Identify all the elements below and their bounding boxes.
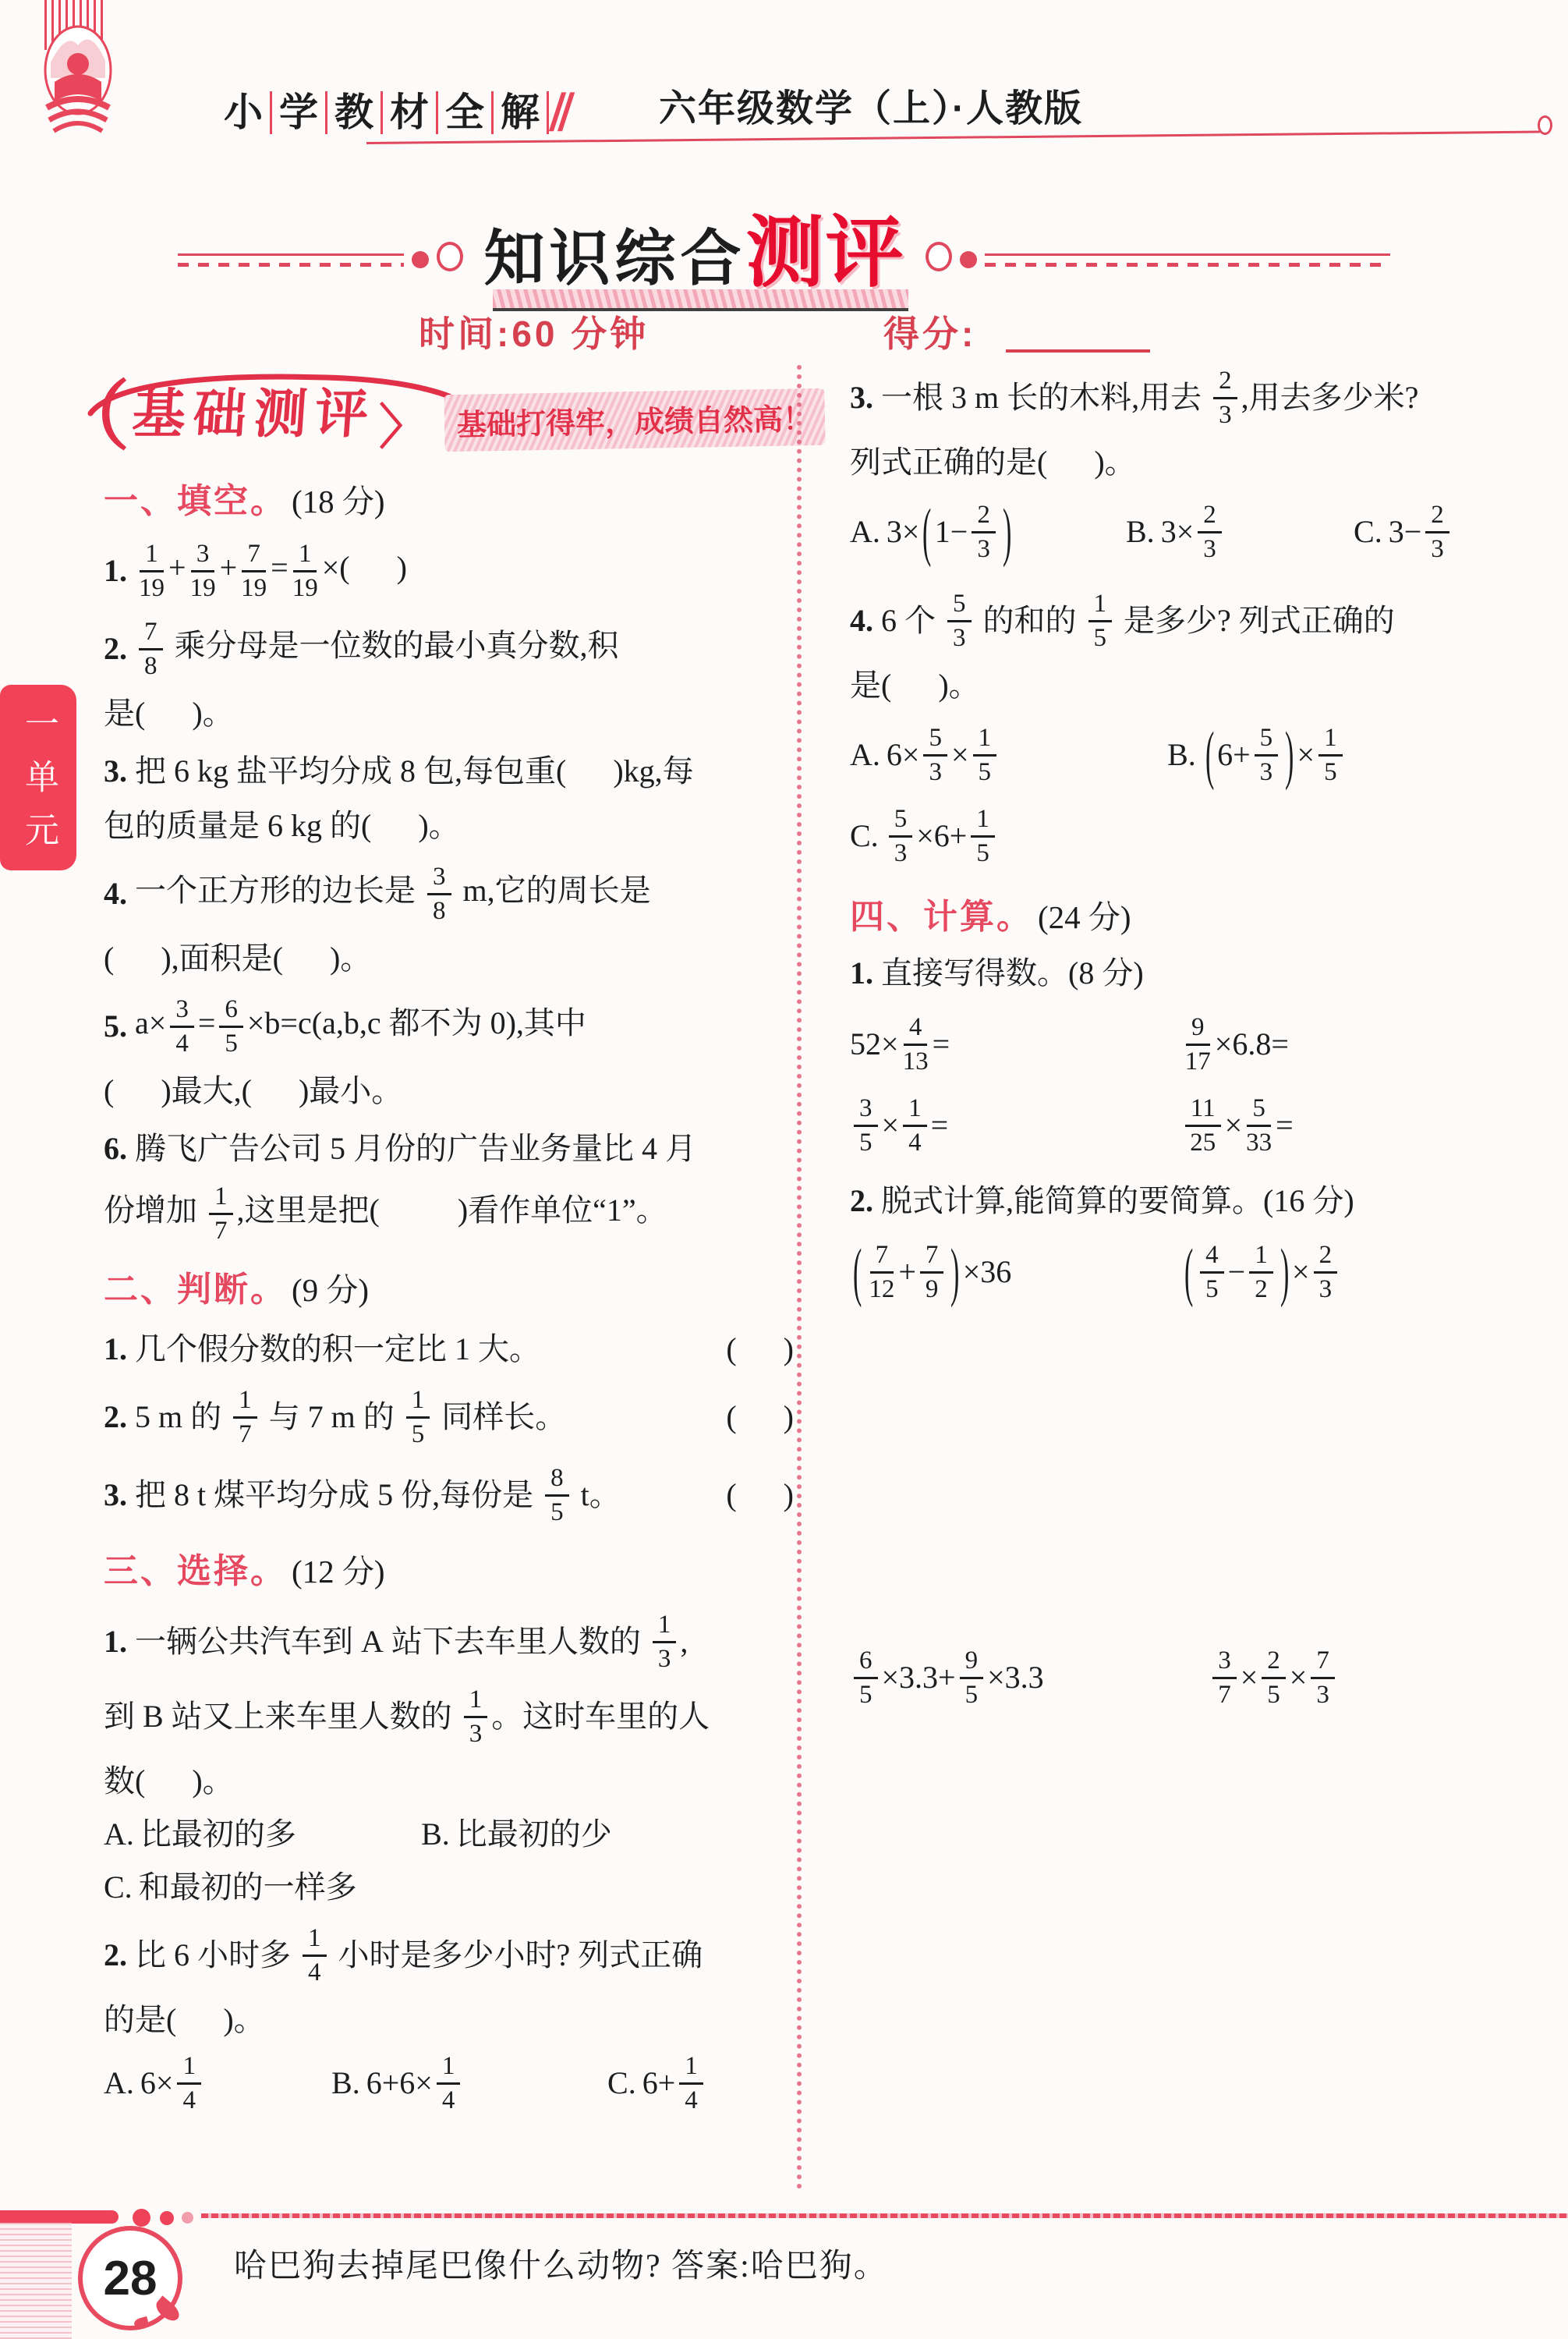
option-label: B. (1126, 513, 1155, 549)
badge-title: 基础测评 (130, 385, 378, 444)
section-title: 一、填空。 (104, 482, 287, 520)
basic-test-badge (55, 375, 825, 459)
test-title-red: 测评 (745, 209, 905, 296)
answer-blank: ( ) (726, 1477, 794, 1513)
option-label: A. (104, 2064, 134, 2100)
problem-line (104, 618, 794, 680)
answer-blank: ( ) (726, 1399, 794, 1435)
option-label: B. (421, 1816, 450, 1852)
problem-text: $\frac{7}{8}$ 乘分母是一位数的最小真分数,积 (135, 618, 619, 680)
option-text: 6+ $\frac{1}{4}$ (642, 2052, 707, 2114)
problem-text: ( )最大,( )最小。 (104, 1073, 403, 1109)
problem-number: 5. (104, 1008, 127, 1044)
left-column (104, 456, 794, 2114)
option-text: 3− $\frac{2}{3}$ (1389, 501, 1453, 563)
choice-options-row (104, 1866, 794, 1908)
test-title-banner (0, 190, 1568, 302)
problem-number: 4. (850, 602, 873, 638)
problem-text: 的是( )。 (104, 2001, 265, 2037)
problem-number: 6. (104, 1131, 127, 1167)
option-label: C. (104, 1869, 133, 1905)
subsection-title: 脱式计算,能简算的要简算。(16 分) (881, 1182, 1354, 1218)
calc-expression: $\frac{6}{5}$ ×3.3+ $\frac{9}{5}$ ×3.3 (850, 1646, 1209, 1709)
page-number: 28 (103, 2251, 158, 2305)
problem-line (104, 1924, 794, 1986)
badge-open-paren: （ (55, 375, 129, 459)
option-label: C. (850, 817, 879, 853)
score-blank-line (1006, 349, 1150, 353)
footer-dot (182, 2212, 193, 2224)
banner-right-ring (926, 242, 952, 271)
section-choice-header (104, 1548, 794, 1594)
problem-line (104, 1070, 794, 1112)
brand-title (217, 87, 581, 137)
choice-options-row (104, 2052, 794, 2114)
problem-line (104, 937, 794, 980)
problem-text: 份增加 $\frac{1}{7}$ ,这里是把( )看作单位“1”。 (104, 1182, 667, 1246)
problem-number: 3. (104, 1477, 127, 1513)
problem-text: 一根 3 m 长的木料,用去 $\frac{2}{3}$ ,用去多少米? (881, 367, 1419, 429)
badge-close-mark: 〉 (379, 402, 428, 455)
option-text: 3× $\frac{2}{3}$ (1161, 501, 1226, 563)
section-points: (24 分) (1038, 898, 1131, 935)
option-a (104, 2052, 331, 2114)
problem-line (104, 1999, 794, 2041)
section-points: (18 分) (292, 484, 385, 519)
subsection-title: 直接写得数。(8 分) (881, 955, 1144, 991)
problem-number: 4. (104, 876, 127, 912)
brand-char: 解 (494, 91, 549, 134)
problem-line (850, 441, 1540, 484)
banner-left-dot (412, 251, 429, 268)
calc-expression: $\frac{3}{7}$ × $\frac{2}{5}$ × $\frac{7}{3}$ (1209, 1646, 1540, 1709)
problem-number: 2. (104, 1399, 127, 1435)
choice-options-row (850, 805, 1540, 867)
option-text: 6× $\frac{5}{3}$ × $\frac{1}{5}$ (887, 724, 1000, 786)
problem-line (104, 1760, 794, 1802)
problem-line (850, 590, 1540, 652)
banner-right-lines (985, 253, 1390, 267)
brand-char: 全 (438, 91, 494, 134)
option-text: 6× $\frac{1}{4}$ (140, 2052, 205, 2114)
option-b (1167, 717, 1346, 791)
banner-left-ring (437, 242, 463, 271)
problem-number: 1. (104, 553, 127, 589)
problem-text: 几个假分数的积一定比 1 大。 (135, 1331, 540, 1367)
option-c (850, 805, 999, 867)
option-b (421, 1813, 612, 1855)
subsection-header (850, 952, 1540, 994)
problem-line (850, 367, 1540, 429)
problem-line (104, 540, 794, 602)
choice-options-row (104, 1813, 794, 1855)
option-c (607, 2052, 707, 2114)
calc-row (850, 1094, 1540, 1157)
problem-text: 6 个 $\frac{5}{3}$ 的和的 $\frac{1}{5}$ 是多少? 列式正确的 (881, 589, 1395, 652)
option-c (1354, 501, 1453, 563)
problem-line (104, 750, 794, 792)
test-title (469, 190, 919, 302)
problem-number: 3. (104, 753, 127, 789)
option-text: 比最初的少 (455, 1816, 612, 1852)
option-label: C. (1354, 513, 1382, 549)
calc-expression: ( $\frac{4}{5}$ − $\frac{1}{2}$ ) × $\frac{2}{3}$ (1181, 1241, 1513, 1303)
problem-number: 1. (104, 1623, 127, 1659)
option-c (104, 1866, 357, 1908)
option-label: A. (850, 513, 880, 549)
brand-char: 材 (383, 91, 438, 134)
calc-row (850, 1646, 1540, 1709)
calc-expression: $\frac{3}{5}$ × $\frac{1}{4}$ = (850, 1094, 1181, 1157)
brand-char: 小 (217, 91, 272, 134)
problem-line (104, 693, 794, 735)
problem-text: 是( )。 (104, 696, 234, 732)
problem-text: 列式正确的是( )。 (850, 444, 1136, 480)
problem-line (104, 1182, 794, 1245)
section-calc-header (850, 894, 1540, 940)
section-title: 二、判断。 (104, 1271, 287, 1309)
option-b (1126, 501, 1354, 563)
option-a (850, 494, 1126, 569)
calc-expression: 52× $\frac{4}{13}$ = (850, 1013, 950, 1076)
problem-text: 把 8 t 煤平均分成 5 份,每份是 $\frac{8}{5}$ t。 (135, 1464, 621, 1527)
problem-number: 1. (850, 955, 873, 991)
problem-text: 数( )。 (104, 1763, 234, 1799)
problem-line (104, 1611, 794, 1673)
badge-slogan: 基础打得牢，成绩自然高！ (444, 388, 825, 452)
problem-text: ( ),面积是( )。 (104, 941, 372, 976)
problem-number: 2. (104, 1937, 127, 1972)
judge-item (104, 1328, 794, 1370)
problem-line (850, 664, 1540, 707)
section-fill-blanks-header (104, 478, 794, 524)
problem-number: 2. (104, 631, 127, 667)
choice-options-row (850, 494, 1540, 569)
problem-line (104, 995, 794, 1058)
answer-blank: ( ) (726, 1331, 794, 1367)
problem-number: 1. (104, 1331, 127, 1367)
problem-number: 2. (850, 1182, 873, 1218)
subsection-header (850, 1180, 1540, 1222)
header-rule-end-ring (1538, 115, 1552, 135)
option-text: 比最初的多 (140, 1816, 296, 1852)
judge-item (104, 1464, 794, 1526)
banner-right-dot (960, 251, 977, 268)
brand-slash-decoration: ∥ (542, 90, 581, 136)
problem-line (104, 805, 794, 847)
footer-left-bar (0, 2210, 119, 2224)
option-text: 3× ( 1− $\frac{2}{3}$ ) (886, 494, 1012, 569)
footer-dot (160, 2211, 174, 2225)
option-label: B. (331, 2064, 360, 2100)
problem-text: 5 m 的 $\frac{1}{7}$ 与 7 m 的 $\frac{1}{5}$ 同样长。 (135, 1386, 567, 1449)
problem-text: 一辆公共汽车到 A 站下去车里人数的 $\frac{1}{3}$ , (135, 1610, 688, 1673)
problem-text: 包的质量是 6 kg 的( )。 (104, 808, 460, 844)
problem-text: a× $\frac{3}{4}$ = $\frac{6}{5}$ ×b=c(a,b,c 都不为 0),其中 (135, 995, 586, 1058)
brand-char: 教 (327, 91, 383, 134)
problem-line (104, 1685, 794, 1748)
publisher-book-logo-icon (35, 16, 121, 140)
option-a (850, 724, 1167, 786)
section-title: 三、选择。 (104, 1552, 287, 1591)
calc-row (850, 1013, 1540, 1076)
problem-text: $\frac{1}{19}$ + $\frac{3}{19}$ + $\frac{7}{19}$ = $\frac{1}{19}$ ×( ) (139, 540, 407, 603)
problem-text: 一个正方形的边长是 $\frac{3}{8}$ m,它的周长是 (135, 863, 651, 926)
calc-expression: $\frac{11}{25}$ × $\frac{5}{33}$ = (1181, 1094, 1513, 1157)
option-text: 和最初的一样多 (138, 1869, 357, 1905)
test-meta-row (0, 306, 1568, 353)
footer-rule (201, 2213, 1568, 2218)
section-points: (12 分) (292, 1554, 385, 1590)
brand-char: 学 (272, 91, 327, 134)
option-b (331, 2052, 607, 2114)
right-column (850, 367, 1540, 1709)
problem-line (104, 863, 794, 925)
problem-text: 到 B 站又上来车里人数的 $\frac{1}{3}$ 。这时车里的人 (104, 1685, 710, 1748)
time-limit-label: 时间:60 分钟 (419, 314, 649, 354)
section-points: (9 分) (292, 1272, 370, 1309)
option-label: A. (104, 1816, 134, 1852)
option-text: 6+6× $\frac{1}{4}$ (366, 2052, 465, 2114)
calc-expression: $\frac{9}{17}$ ×6.8= (1184, 1013, 1289, 1076)
problem-text: 把 6 kg 盐平均分成 8 包,每包重( )kg,每 (135, 753, 694, 789)
problem-number: 3. (850, 379, 873, 415)
test-title-black: 知识综合 (483, 224, 746, 292)
section-judge-header (104, 1267, 794, 1313)
banner-left-lines (178, 253, 404, 267)
footer-dot (133, 2209, 150, 2227)
option-label: B. (1167, 736, 1196, 772)
problem-text: 是( )。 (850, 667, 980, 703)
problem-text: 比 6 小时多 $\frac{1}{4}$ 小时是多少小时? 列式正确 (135, 1923, 703, 1986)
choice-options-row (850, 717, 1540, 791)
calc-row (850, 1234, 1540, 1309)
section-title: 四、计算。 (850, 897, 1033, 936)
judge-item (104, 1386, 794, 1448)
option-text: ( 6+ $\frac{5}{3}$ ) × $\frac{1}{5}$ (1202, 724, 1347, 786)
option-a (104, 1813, 421, 1855)
problem-line (104, 1128, 794, 1170)
edition-title: 六年级数学（上）·人教版 (659, 88, 1083, 129)
score-label: 得分: (883, 314, 977, 354)
sidebar-unit-tab: 一单元 (0, 685, 76, 870)
calc-expression: ( $\frac{7}{12}$ + $\frac{7}{9}$ ) ×36 (852, 1234, 1012, 1309)
footer-joke-text: 哈巴狗去掉尾巴像什么动物? 答案:哈巴狗。 (234, 2249, 888, 2284)
option-text: $\frac{5}{3}$ ×6+ $\frac{1}{5}$ (885, 805, 999, 867)
option-label: C. (607, 2064, 636, 2100)
problem-text: 腾飞广告公司 5 月份的广告业务量比 4 月 (135, 1131, 696, 1167)
footer-corner-hatch (0, 2223, 72, 2339)
column-divider (797, 365, 802, 2190)
option-label: A. (850, 736, 880, 772)
